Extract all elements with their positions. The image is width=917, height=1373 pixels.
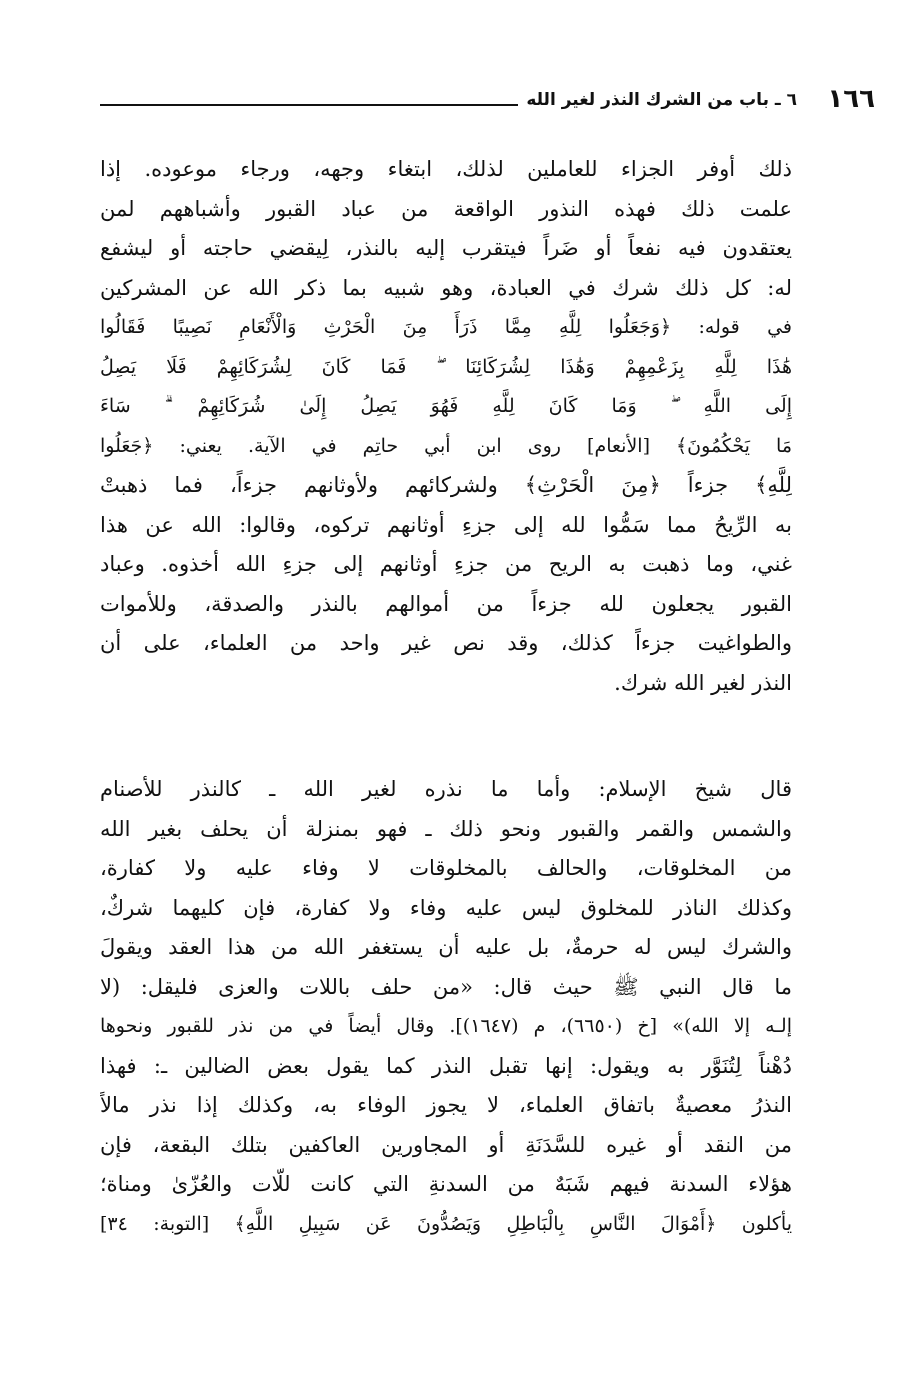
quran-line: هَٰذَا لِلَّهِ بِزَعْمِهِمْ وَهَٰذَا لِشُرَكَائِنَا ۖ فَمَا كَانَ لِشُرَكَائِهِمْ فَلَا يَصِلُ (100, 355, 792, 378)
text-line: والشمس والقمر والقبور ونحو ذلك ـ فهو بمنزلة أن يحلف بغير الله (100, 816, 792, 841)
text-line: له: كل ذلك شرك في العبادة، وهو شبيه بما ذكر الله عن المشركين (100, 275, 792, 300)
text-line: علمت ذلك فهذه النذور الواقعة من عباد القبور وأشباههم لمن (100, 196, 792, 221)
text-line: والشرك ليس له حرمةٌ، بل عليه أن يستغفر الله من هذا العقد ويقولَ (100, 935, 792, 959)
text-line: القبور يجعلون لله جزءاً من أموالهم بالنذر والصدقة، وللأموات (100, 591, 792, 616)
text-line: غني، وما ذهبت به الريح من جزءِ أوثانهم إلى جزءِ الله أخذوه. وعباد (100, 552, 792, 576)
text-line: به الرِّيحُ مما سَمُّوا لله إلى جزءِ أوثانهم تركوه، وقالوا: الله عن هذا (100, 512, 792, 537)
text-line: من النقد أو غيره للسَّدَنَةِ أو المجاورين العاكفين بتلك البقعة، فإن (100, 1132, 792, 1157)
text-line: لِلَّهِ﴾ جزءاً ﴿مِنَ الْحَرْثِ﴾ ولشركائهم ولأوثانهم جزءاً، فما ذهبتْ (100, 473, 792, 497)
text-line: إلـه إلا الله)» [خ (٦٦٥٠)، م (١٦٤٧)]. وقال أيضاً في من نذر للقبور ونحوها (100, 1015, 792, 1037)
text-line: والطواغيت جزءاً كذلك، وقد نص غير واحد من العلماء، على أن (100, 631, 792, 655)
text-line: مَا يَحْكُمُونَ﴾ [الأنعام] روى ابن أبي حاتِم في الآية. يعني: ﴿جَعَلُوا (100, 434, 792, 457)
text-line: النذر لغير الله شرك. (614, 670, 792, 695)
page-header (100, 84, 875, 118)
text-line: النذرُ معصيةٌ باتفاق العلماء، لا يجوز الوفاء به، وكذلك إذا نذر مالاً (100, 1093, 792, 1117)
text-line: دُهْناً لِتُنَوَّر به ويقول: إنها تقبل النذر كما يقول بعض الضالين ـ: فهذا (100, 1053, 792, 1078)
text-line: قال شيخ الإسلام: وأما ما نذره لغير الله ـ كالنذر للأصنام (100, 777, 792, 801)
paragraph-commentary (100, 150, 792, 703)
chapter-title: ٦ ـ باب من الشرك النذر لغير الله (526, 90, 797, 110)
quran-line: إِلَى اللَّهِ ۖ وَمَا كَانَ لِلَّهِ فَهُوَ يَصِلُ إِلَىٰ شُرَكَائِهِمْ ۗ سَاءَ (100, 395, 792, 417)
text-line: هؤلاء السدنة فيهم شَبَهٌ من السدنةِ التي كانت للّات والعُزّىٰ ومناة؛ (100, 1172, 792, 1196)
page-number: ١٦٦ (827, 84, 875, 114)
quran-line: يأكلون ﴿أَمْوَالَ النَّاسِ بِالْبَاطِلِ وَيَصُدُّونَ عَن سَبِيلِ اللَّهِ﴾ [التوبة: ٣٤] (100, 1212, 792, 1235)
paragraph-ibn-taymiyyah (100, 770, 792, 1244)
header-rule (100, 104, 518, 106)
text-line: ذلك أوفر الجزاء للعاملين لذلك، ابتغاء وجهه، ورجاء موعوده. إذا (100, 157, 792, 181)
text-line: من المخلوقات، والحالف بالمخلوقات لا وفاء عليه ولا كفارة، (100, 856, 792, 880)
text-line: يعتقدون فيه نفعاً أو ضَراً فيتقرب إليه بالنذر، لِيقضي حاجته أو ليشفع (100, 236, 792, 260)
text-line: وكذلك الناذر للمخلوق ليس عليه وفاء ولا كفارة، فإن كليهما شركٌ، (100, 895, 792, 920)
text-line: ما قال النبي ﷺ حيث قال: «من حلف باللات والعزى فليقل: (لا (100, 974, 792, 999)
quran-line: في قوله: ﴿وَجَعَلُوا لِلَّهِ مِمَّا ذَرَأَ مِنَ الْحَرْثِ وَالْأَنْعَامِ نَصِيبًا فَقَالُوا (100, 316, 792, 338)
